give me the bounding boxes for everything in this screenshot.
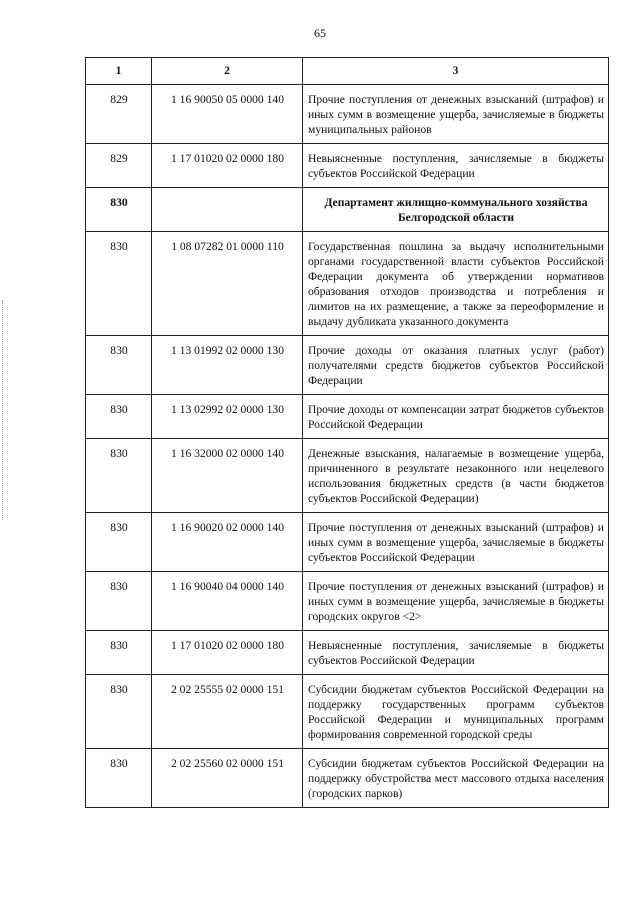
table-row bbox=[86, 513, 609, 572]
department-title-cell: Департамент жилищно-коммунального хозяйства Белгородской области bbox=[303, 188, 609, 232]
revenue-code-cell: 1 16 90020 02 0000 140 bbox=[152, 513, 303, 572]
description-cell: Субсидии бюджетам субъектов Российской Федерации на поддержку обустройства мест массового отдыха населения (городских парков) bbox=[303, 749, 609, 808]
admin-code-cell: 830 bbox=[86, 439, 152, 513]
page-number: 65 bbox=[314, 26, 326, 40]
table-row bbox=[86, 631, 609, 675]
binding-edge-marks bbox=[2, 300, 6, 520]
admin-code-cell: 830 bbox=[86, 395, 152, 439]
description-cell: Государственная пошлина за выдачу исполнительными органами государственной власти субъектов Российской Федерации документа об утверждении нормативов образования отходов производства и потребления и лимитов на их размещение, а также за переоформление и выдачу дубликата указанного документа bbox=[303, 232, 609, 336]
revenue-code-cell: 2 02 25555 02 0000 151 bbox=[152, 675, 303, 749]
revenue-code-cell: 1 16 32000 02 0000 140 bbox=[152, 439, 303, 513]
table-row bbox=[86, 144, 609, 188]
description-cell: Прочие поступления от денежных взысканий (штрафов) и иных сумм в возмещение ущерба, зачисляемые в бюджеты муниципальных районов bbox=[303, 85, 609, 144]
admin-code-cell: 830 bbox=[86, 572, 152, 631]
admin-code-cell: 830 bbox=[86, 749, 152, 808]
revenue-code-cell: 1 08 07282 01 0000 110 bbox=[152, 232, 303, 336]
admin-code-cell: 830 bbox=[86, 631, 152, 675]
table-row bbox=[86, 439, 609, 513]
header-col-2: 2 bbox=[152, 58, 303, 85]
admin-code-cell: 830 bbox=[86, 513, 152, 572]
revenue-code-cell: 1 13 02992 02 0000 130 bbox=[152, 395, 303, 439]
header-col-3: 3 bbox=[303, 58, 609, 85]
description-cell: Прочие доходы от компенсации затрат бюджетов субъектов Российской Федерации bbox=[303, 395, 609, 439]
admin-code-cell: 830 bbox=[86, 232, 152, 336]
table-row bbox=[86, 572, 609, 631]
revenue-code-cell: 1 16 90050 05 0000 140 bbox=[152, 85, 303, 144]
revenue-code-cell: 2 02 25560 02 0000 151 bbox=[152, 749, 303, 808]
revenue-code-cell: 1 16 90040 04 0000 140 bbox=[152, 572, 303, 631]
header-col-1: 1 bbox=[86, 58, 152, 85]
table-row bbox=[86, 85, 609, 144]
revenue-classification-table bbox=[85, 57, 609, 808]
admin-code-cell: 829 bbox=[86, 144, 152, 188]
description-cell: Прочие доходы от оказания платных услуг (работ) получателями средств бюджетов субъектов Российской Федерации bbox=[303, 336, 609, 395]
table-header-row bbox=[86, 58, 609, 85]
table-row bbox=[86, 395, 609, 439]
description-cell: Прочие поступления от денежных взысканий (штрафов) и иных сумм в возмещение ущерба, зачисляемые в бюджеты субъектов Российской Федерации bbox=[303, 513, 609, 572]
revenue-code-cell: 1 13 01992 02 0000 130 bbox=[152, 336, 303, 395]
table-row bbox=[86, 336, 609, 395]
admin-code-cell: 830 bbox=[86, 188, 152, 232]
department-row bbox=[86, 188, 609, 232]
table-row bbox=[86, 232, 609, 336]
table-row bbox=[86, 675, 609, 749]
admin-code-cell: 829 bbox=[86, 85, 152, 144]
table-row bbox=[86, 749, 609, 808]
description-cell: Невыясненные поступления, зачисляемые в бюджеты субъектов Российской Федерации bbox=[303, 631, 609, 675]
description-cell: Субсидии бюджетам субъектов Российской Федерации на поддержку государственных программ субъектов Российской Федерации и муниципальных программ формирования современной городской среды bbox=[303, 675, 609, 749]
description-cell: Прочие поступления от денежных взысканий (штрафов) и иных сумм в возмещение ущерба, зачисляемые в бюджеты городских округов <2> bbox=[303, 572, 609, 631]
admin-code-cell: 830 bbox=[86, 336, 152, 395]
revenue-code-cell: 1 17 01020 02 0000 180 bbox=[152, 144, 303, 188]
revenue-code-cell: 1 17 01020 02 0000 180 bbox=[152, 631, 303, 675]
description-cell: Невыясненные поступления, зачисляемые в бюджеты субъектов Российской Федерации bbox=[303, 144, 609, 188]
admin-code-cell: 830 bbox=[86, 675, 152, 749]
revenue-code-cell bbox=[152, 188, 303, 232]
description-cell: Денежные взыскания, налагаемые в возмещение ущерба, причиненного в результате незаконного или нецелевого использования бюджетных средств (в части бюджетов субъектов Российской Федерации) bbox=[303, 439, 609, 513]
